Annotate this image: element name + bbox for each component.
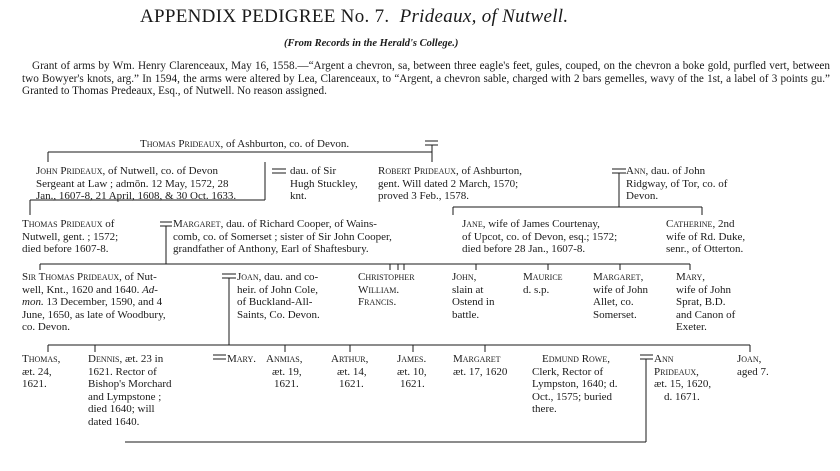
title-italic: Prideaux, of Nutwell. — [399, 6, 569, 27]
person-thomas-prideaux-nutwell: Thomas Prideaux of Nutwell, gent. ; 1572; died before 1607-8. — [22, 218, 119, 256]
person-joan-cole: Joan, dau. and co- heir. of John Cole, of Buckland-All- Saints, Co. Devon. — [237, 271, 320, 321]
person-dennis: Dennis, æt. 23 in 1621. Rector of Bishop's Morchard and Lympstone ; died 1640; will dated 1640. — [88, 353, 172, 428]
person-sir-thomas-prideaux: Sir Thomas Prideaux, of Nut- well, Knt., 1620 and 1640. Ad- mon. 13 December, 1590, and 4 June, 1650, as late of Woodbury, co. Devon. — [22, 271, 166, 334]
person-maurice: Maurice d. s.p. — [523, 271, 563, 296]
person-john-ostend: John, slain at Ostend in battle. — [452, 271, 495, 321]
person-ann-ridgway: Ann, dau. of John Ridgway, of Tor, co. of Devon. — [626, 165, 728, 203]
source-note: (From Records in the Herald's College.) — [284, 38, 459, 49]
grant-paragraph: Grant of arms by Wm. Henry Clarenceaux, May 16, 1558.—“Argent a chevron, sa, between three eagle's feet, gules, couped, on the chevron a boke gold, purfled vert, between two Bowyer's knots, arg.” In 1594, the arms were altered by Lea, Clarenceaux, to “Argent, a chevron sable, charged with 2 bars gemelles, wavy of the 1st, a label of 3 points gu.” Granted to Thomas Predeaux, Esq., of Nutwell. No reason assigned. — [22, 60, 830, 98]
person-margaret-cooper: Margaret, dau. of Richard Cooper, of Wains- comb, co. of Somerset ; sister of Sir John Cooper, grandfather of Anthony, Earl of Shaftesbury. — [173, 218, 392, 256]
person-thomas-prideaux-ashburton: Thomas Prideaux, of Ashburton, co. of Devon. — [140, 138, 350, 150]
person-dau-hugh-stuckley: dau. of Sir Hugh Stuckley, knt. — [290, 165, 358, 203]
person-james: James. æt. 10, 1621. — [397, 353, 427, 391]
person-thomas-aet-24: Thomas, æt. 24, 1621. — [22, 353, 61, 391]
person-mary-wife-dennis: Mary. — [227, 353, 256, 365]
person-christopher-william-francis: Christopher William. Francis. — [358, 271, 415, 309]
person-catherine-duke: Catherine, 2nd wife of Rd. Duke, senr., of Otterton. — [666, 218, 746, 256]
person-anmias: Anmias, æt. 19, 1621. — [266, 353, 303, 391]
person-ann-prideaux: Ann Prideaux, æt. 15, 1620, d. 1671. — [654, 353, 712, 403]
person-arthur: Arthur, æt. 14, 1621. — [331, 353, 369, 391]
person-margaret-aet-17: Margaret æt. 17, 1620 — [453, 353, 508, 378]
person-john-prideaux-nutwell: John Prideaux, of Nutwell, co. of Devon Sergeant at Law ; admōn. 12 May, 1572, 28 Jan., 1607-8, 21 April, 1608, & 30 Oct. 1633. — [36, 165, 237, 203]
person-robert-prideaux: Robert Prideaux, of Ashburton, gent. Will dated 2 March, 1570; proved 3 Feb., 1578. — [378, 165, 522, 203]
title-main: APPENDIX PEDIGREE No. 7. — [140, 6, 390, 27]
person-margaret-allet: Margaret, wife of John Allet, co. Somerset. — [593, 271, 648, 321]
person-jane-courtenay: Jane, wife of James Courtenay, of Upcot, co. of Devon, esq.; 1572; died before 28 Jan., 1607-8. — [462, 218, 618, 256]
person-mary-sprat: Mary, wife of John Sprat, B.D. and Canon of Exeter. — [676, 271, 736, 334]
person-edmund-rowe: Edmund Rowe, Clerk, Rector of Lympston, 1640; d. Oct., 1575; buried there. — [532, 353, 618, 416]
person-joan-aged-7: Joan, aged 7. — [737, 353, 769, 378]
